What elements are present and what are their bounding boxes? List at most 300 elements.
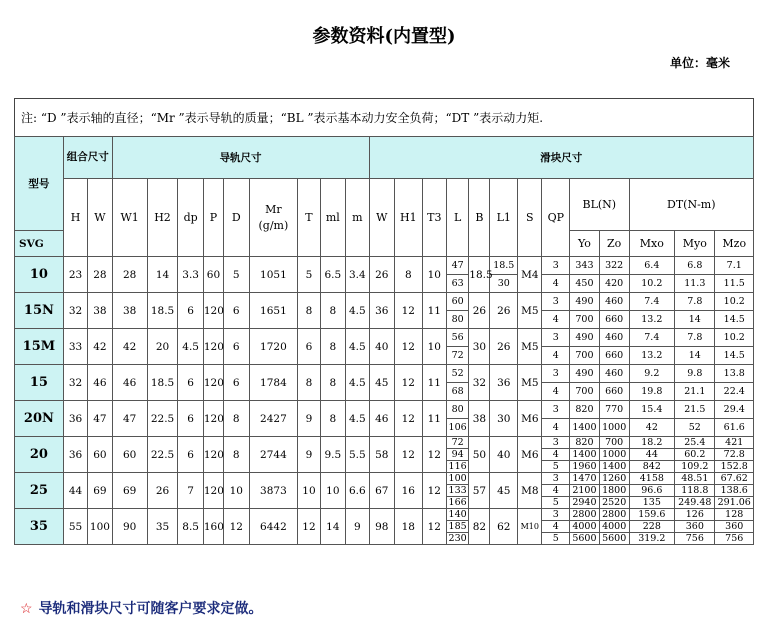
cell-QP: 4	[542, 419, 570, 437]
cell-Mzo: 421	[715, 437, 754, 449]
cell-H: 55	[63, 509, 87, 545]
cell-ml: 8	[320, 365, 345, 401]
cell-dp: 3.3	[178, 257, 203, 293]
cell-bW: 26	[369, 257, 394, 293]
model-cell: 15M	[15, 329, 64, 365]
cell-Mzo: 14.5	[715, 311, 754, 329]
cell-Mzo: 14.5	[715, 347, 754, 365]
cell-H1: 16	[394, 473, 422, 509]
cell-P: 120	[203, 401, 223, 437]
cell-L1: 26	[490, 293, 518, 329]
cell-Zo: 460	[599, 293, 629, 311]
cell-bW: 36	[369, 293, 394, 329]
cell-Zo: 660	[599, 383, 629, 401]
cell-m: 6.6	[346, 473, 369, 509]
cell-Mzo: 10.2	[715, 329, 754, 347]
cell-Zo: 660	[599, 311, 629, 329]
cell-L1: 40	[490, 437, 518, 473]
cell-QP: 4	[542, 521, 570, 533]
cell-H2: 14	[147, 257, 178, 293]
cell-ml: 6.5	[320, 257, 345, 293]
cell-Mxo: 842	[629, 461, 675, 473]
cell-Zo: 5600	[599, 533, 629, 545]
cell-P: 120	[203, 437, 223, 473]
cell-Mr: 2427	[249, 401, 298, 437]
cell-Yo: 490	[570, 365, 600, 383]
cell-Zo: 420	[599, 275, 629, 293]
cell-m: 3.4	[346, 257, 369, 293]
col-DT: DT(N-m)	[629, 179, 753, 231]
col-Mr: Mr (g/m)	[249, 179, 298, 257]
col-Myo: Myo	[675, 231, 715, 257]
cell-m: 4.5	[346, 401, 369, 437]
cell-Zo: 770	[599, 401, 629, 419]
cell-H: 33	[63, 329, 87, 365]
cell-H2: 35	[147, 509, 178, 545]
table-row	[15, 293, 754, 311]
cell-S: M5	[518, 329, 542, 365]
cell-H: 36	[63, 401, 87, 437]
cell-W1: 42	[112, 329, 147, 365]
cell-L: 56	[446, 329, 468, 347]
cell-Zo: 1000	[599, 419, 629, 437]
cell-Myo: 14	[675, 311, 715, 329]
cell-L: 52	[446, 365, 468, 383]
cell-Myo: 60.2	[675, 449, 715, 461]
cell-Mr: 2744	[249, 437, 298, 473]
cell-Yo: 700	[570, 383, 600, 401]
cell-T: 9	[298, 401, 320, 437]
cell-T3: 11	[422, 293, 446, 329]
cell-D: 5	[224, 257, 249, 293]
cell-Yo: 490	[570, 293, 600, 311]
cell-Yo: 700	[570, 311, 600, 329]
model-cell: 15N	[15, 293, 64, 329]
spec-table-body	[15, 137, 754, 545]
cell-T: 9	[298, 437, 320, 473]
cell-L1: 45	[490, 473, 518, 509]
cell-Myo: 9.8	[675, 365, 715, 383]
cell-L1: 36	[490, 365, 518, 401]
cell-L: 133	[446, 485, 468, 497]
cell-Zo: 460	[599, 329, 629, 347]
cell-QP: 3	[542, 329, 570, 347]
cell-D: 6	[224, 329, 249, 365]
star-icon: ☆	[20, 601, 33, 617]
cell-QP: 4	[542, 485, 570, 497]
cell-L: 72	[446, 437, 468, 449]
model-header: 型号	[15, 137, 64, 231]
cell-Mzo: 29.4	[715, 401, 754, 419]
col-H1: H1	[394, 179, 422, 257]
cell-Mxo: 4158	[629, 473, 675, 485]
cell-H1: 12	[394, 401, 422, 437]
cell-Mxo: 15.4	[629, 401, 675, 419]
col-D: D	[224, 179, 249, 257]
cell-L1: 30	[490, 275, 518, 293]
cell-W1: 69	[112, 473, 147, 509]
cell-L: 116	[446, 461, 468, 473]
cell-L: 166	[446, 497, 468, 509]
cell-Myo: 7.8	[675, 293, 715, 311]
cell-B: 57	[469, 473, 490, 509]
cell-Mxo: 96.6	[629, 485, 675, 497]
cell-D: 8	[224, 401, 249, 437]
cell-B: 50	[469, 437, 490, 473]
cell-Mzo: 291.06	[715, 497, 754, 509]
cell-m: 4.5	[346, 293, 369, 329]
cell-Myo: 249.48	[675, 497, 715, 509]
col-Mzo: Mzo	[715, 231, 754, 257]
cell-W1: 47	[112, 401, 147, 437]
cell-B: 26	[469, 293, 490, 329]
cell-D: 12	[224, 509, 249, 545]
cell-Zo: 1800	[599, 485, 629, 497]
cell-m: 4.5	[346, 329, 369, 365]
cell-S: M8	[518, 473, 542, 509]
cell-QP: 5	[542, 533, 570, 545]
cell-L1: 62	[490, 509, 518, 545]
cell-P: 120	[203, 329, 223, 365]
footer-note	[20, 598, 263, 618]
cell-L1: 30	[490, 401, 518, 437]
cell-Myo: 21.5	[675, 401, 715, 419]
cell-Yo: 1470	[570, 473, 600, 485]
cell-L1: 26	[490, 329, 518, 365]
cell-Mzo: 152.8	[715, 461, 754, 473]
cell-bW: 40	[369, 329, 394, 365]
cell-Mr: 1784	[249, 365, 298, 401]
cell-QP: 3	[542, 365, 570, 383]
cell-QP: 3	[542, 257, 570, 275]
cell-W1: 90	[112, 509, 147, 545]
cell-S: M5	[518, 293, 542, 329]
cell-Mxo: 19.8	[629, 383, 675, 401]
cell-L: 60	[446, 293, 468, 311]
cell-QP: 5	[542, 497, 570, 509]
cell-bW: 45	[369, 365, 394, 401]
cell-Myo: 756	[675, 533, 715, 545]
col-H2: H2	[147, 179, 178, 257]
cell-Yo: 1960	[570, 461, 600, 473]
col-W: W	[88, 179, 112, 257]
cell-Yo: 2100	[570, 485, 600, 497]
col-m: m	[346, 179, 369, 257]
cell-T: 8	[298, 293, 320, 329]
cell-ml: 8	[320, 329, 345, 365]
cell-Mr: 3873	[249, 473, 298, 509]
cell-Zo: 660	[599, 347, 629, 365]
col-Yo: Yo	[570, 231, 600, 257]
cell-Myo: 360	[675, 521, 715, 533]
cell-Yo: 1400	[570, 449, 600, 461]
cell-dp: 7	[178, 473, 203, 509]
cell-Yo: 1400	[570, 419, 600, 437]
cell-dp: 8.5	[178, 509, 203, 545]
cell-L: 68	[446, 383, 468, 401]
cell-H2: 22.5	[147, 401, 178, 437]
cell-L: 80	[446, 311, 468, 329]
table-row	[15, 401, 754, 419]
cell-T3: 10	[422, 257, 446, 293]
cell-Yo: 2800	[570, 509, 600, 521]
cell-Mzo: 22.4	[715, 383, 754, 401]
cell-Mzo: 67.62	[715, 473, 754, 485]
cell-D: 6	[224, 365, 249, 401]
cell-T: 12	[298, 509, 320, 545]
model-cell: 20	[15, 437, 64, 473]
cell-L1: 18.5	[490, 257, 518, 275]
cell-Mr: 6442	[249, 509, 298, 545]
model-cell: 25	[15, 473, 64, 509]
table-row	[15, 365, 754, 383]
cell-W1: 28	[112, 257, 147, 293]
note-text: 注: “D ”表示轴的直径；“Mr ”表示导轨的质量；“BL ”表示基本动力安全负荷；“DT ”表示动力矩.	[14, 98, 754, 136]
cell-ml: 14	[320, 509, 345, 545]
cell-T3: 12	[422, 509, 446, 545]
cell-Mxo: 135	[629, 497, 675, 509]
col-QP: QP	[542, 179, 570, 257]
cell-S: M5	[518, 365, 542, 401]
cell-bW: 46	[369, 401, 394, 437]
cell-Mxo: 13.2	[629, 347, 675, 365]
cell-P: 120	[203, 293, 223, 329]
cell-dp: 6	[178, 293, 203, 329]
cell-W: 28	[88, 257, 112, 293]
cell-Zo: 322	[599, 257, 629, 275]
cell-Yo: 450	[570, 275, 600, 293]
cell-Zo: 1400	[599, 461, 629, 473]
cell-B: 30	[469, 329, 490, 365]
cell-L: 94	[446, 449, 468, 461]
col-dp: dp	[178, 179, 203, 257]
cell-S: M10	[518, 509, 542, 545]
cell-B: 32	[469, 365, 490, 401]
cell-Mr: 1651	[249, 293, 298, 329]
cell-dp: 6	[178, 437, 203, 473]
cell-L: 100	[446, 473, 468, 485]
cell-D: 8	[224, 437, 249, 473]
cell-H: 32	[63, 365, 87, 401]
cell-QP: 4	[542, 275, 570, 293]
cell-S: M6	[518, 401, 542, 437]
cell-Zo: 2520	[599, 497, 629, 509]
cell-Mxo: 13.2	[629, 311, 675, 329]
cell-Zo: 4000	[599, 521, 629, 533]
cell-Mzo: 138.6	[715, 485, 754, 497]
cell-Yo: 700	[570, 347, 600, 365]
cell-P: 160	[203, 509, 223, 545]
cell-Yo: 343	[570, 257, 600, 275]
cell-T3: 11	[422, 401, 446, 437]
cell-m: 4.5	[346, 365, 369, 401]
cell-Mxo: 6.4	[629, 257, 675, 275]
cell-W: 42	[88, 329, 112, 365]
cell-H2: 26	[147, 473, 178, 509]
cell-QP: 3	[542, 473, 570, 485]
cell-Mxo: 42	[629, 419, 675, 437]
cell-Mxo: 10.2	[629, 275, 675, 293]
cell-Yo: 2940	[570, 497, 600, 509]
cell-H: 44	[63, 473, 87, 509]
cell-B: 38	[469, 401, 490, 437]
cell-S: M6	[518, 437, 542, 473]
cell-T: 6	[298, 329, 320, 365]
cell-T: 5	[298, 257, 320, 293]
cell-T3: 11	[422, 365, 446, 401]
cell-dp: 6	[178, 365, 203, 401]
col-W1: W1	[112, 179, 147, 257]
table-row	[15, 509, 754, 521]
cell-Mzo: 756	[715, 533, 754, 545]
cell-L: 63	[446, 275, 468, 293]
cell-Zo: 1000	[599, 449, 629, 461]
cell-W: 46	[88, 365, 112, 401]
series-label: SVG	[15, 231, 64, 257]
cell-Yo: 490	[570, 329, 600, 347]
unit-label: 单位：毫米	[669, 56, 730, 70]
cell-Mzo: 11.5	[715, 275, 754, 293]
cell-Mr: 1051	[249, 257, 298, 293]
cell-L: 230	[446, 533, 468, 545]
cell-W: 100	[88, 509, 112, 545]
cell-L: 47	[446, 257, 468, 275]
cell-Mzo: 72.8	[715, 449, 754, 461]
cell-bW: 98	[369, 509, 394, 545]
cell-Myo: 126	[675, 509, 715, 521]
col-L1: L1	[490, 179, 518, 257]
cell-Myo: 118.8	[675, 485, 715, 497]
cell-L: 106	[446, 419, 468, 437]
cell-H2: 18.5	[147, 365, 178, 401]
table-row	[15, 437, 754, 449]
model-cell: 35	[15, 509, 64, 545]
cell-H1: 12	[394, 365, 422, 401]
cell-D: 6	[224, 293, 249, 329]
cell-dp: 6	[178, 401, 203, 437]
cell-Mr: 1720	[249, 329, 298, 365]
footer-text: 导轨和滑块尺寸可随客户要求定做。	[38, 601, 263, 617]
cell-dp: 4.5	[178, 329, 203, 365]
col-Mxo: Mxo	[629, 231, 675, 257]
model-cell: 10	[15, 257, 64, 293]
cell-Yo: 5600	[570, 533, 600, 545]
cell-T3: 10	[422, 329, 446, 365]
cell-Mxo: 7.4	[629, 293, 675, 311]
cell-H: 36	[63, 437, 87, 473]
cell-H1: 12	[394, 293, 422, 329]
cell-T3: 12	[422, 473, 446, 509]
cell-Mxo: 159.6	[629, 509, 675, 521]
cell-Mxo: 228	[629, 521, 675, 533]
cell-T: 8	[298, 365, 320, 401]
cell-W1: 38	[112, 293, 147, 329]
cell-Yo: 820	[570, 437, 600, 449]
cell-Zo: 460	[599, 365, 629, 383]
cell-H1: 12	[394, 329, 422, 365]
cell-L: 72	[446, 347, 468, 365]
col-P: P	[203, 179, 223, 257]
cell-W: 69	[88, 473, 112, 509]
cell-W: 60	[88, 437, 112, 473]
col-S: S	[518, 179, 542, 257]
cell-Mzo: 360	[715, 521, 754, 533]
cell-Zo: 700	[599, 437, 629, 449]
page-title: 参数资料(内置型)	[312, 26, 456, 47]
cell-P: 120	[203, 365, 223, 401]
cell-W: 47	[88, 401, 112, 437]
cell-Mxo: 9.2	[629, 365, 675, 383]
cell-H1: 18	[394, 509, 422, 545]
model-cell: 20N	[15, 401, 64, 437]
col-Zo: Zo	[599, 231, 629, 257]
cell-Mzo: 10.2	[715, 293, 754, 311]
table-row	[15, 473, 754, 485]
cell-W1: 60	[112, 437, 147, 473]
cell-Myo: 109.2	[675, 461, 715, 473]
col-B: B	[469, 179, 490, 257]
cell-Mzo: 13.8	[715, 365, 754, 383]
cell-P: 60	[203, 257, 223, 293]
combo-size-header: 组合尺寸	[63, 137, 112, 179]
col-T3: T3	[422, 179, 446, 257]
cell-H1: 12	[394, 437, 422, 473]
cell-QP: 3	[542, 437, 570, 449]
cell-ml: 9.5	[320, 437, 345, 473]
cell-Mzo: 61.6	[715, 419, 754, 437]
cell-T3: 12	[422, 437, 446, 473]
cell-bW: 67	[369, 473, 394, 509]
col-BL: BL(N)	[570, 179, 629, 231]
cell-H2: 18.5	[147, 293, 178, 329]
cell-Myo: 25.4	[675, 437, 715, 449]
cell-Yo: 4000	[570, 521, 600, 533]
cell-Yo: 820	[570, 401, 600, 419]
cell-QP: 3	[542, 293, 570, 311]
cell-Mxo: 18.2	[629, 437, 675, 449]
table-row	[15, 257, 754, 275]
block-size-header: 滑块尺寸	[369, 137, 753, 179]
cell-Mxo: 7.4	[629, 329, 675, 347]
cell-H: 32	[63, 293, 87, 329]
cell-m: 5.5	[346, 437, 369, 473]
cell-Myo: 52	[675, 419, 715, 437]
cell-Mzo: 7.1	[715, 257, 754, 275]
cell-B: 18.5	[469, 257, 490, 293]
cell-Myo: 48.51	[675, 473, 715, 485]
cell-QP: 3	[542, 509, 570, 521]
cell-T: 10	[298, 473, 320, 509]
cell-H2: 20	[147, 329, 178, 365]
rail-size-header: 导轨尺寸	[112, 137, 369, 179]
cell-Myo: 6.8	[675, 257, 715, 275]
cell-QP: 5	[542, 461, 570, 473]
cell-Myo: 11.3	[675, 275, 715, 293]
col-L: L	[446, 179, 468, 257]
cell-m: 9	[346, 509, 369, 545]
col-H: H	[63, 179, 87, 257]
cell-QP: 4	[542, 311, 570, 329]
cell-ml: 10	[320, 473, 345, 509]
cell-Mzo: 128	[715, 509, 754, 521]
cell-QP: 4	[542, 347, 570, 365]
cell-H: 23	[63, 257, 87, 293]
col-block-W: W	[369, 179, 394, 257]
spec-table	[14, 136, 754, 545]
cell-S: M4	[518, 257, 542, 293]
cell-Myo: 14	[675, 347, 715, 365]
cell-H2: 22.5	[147, 437, 178, 473]
